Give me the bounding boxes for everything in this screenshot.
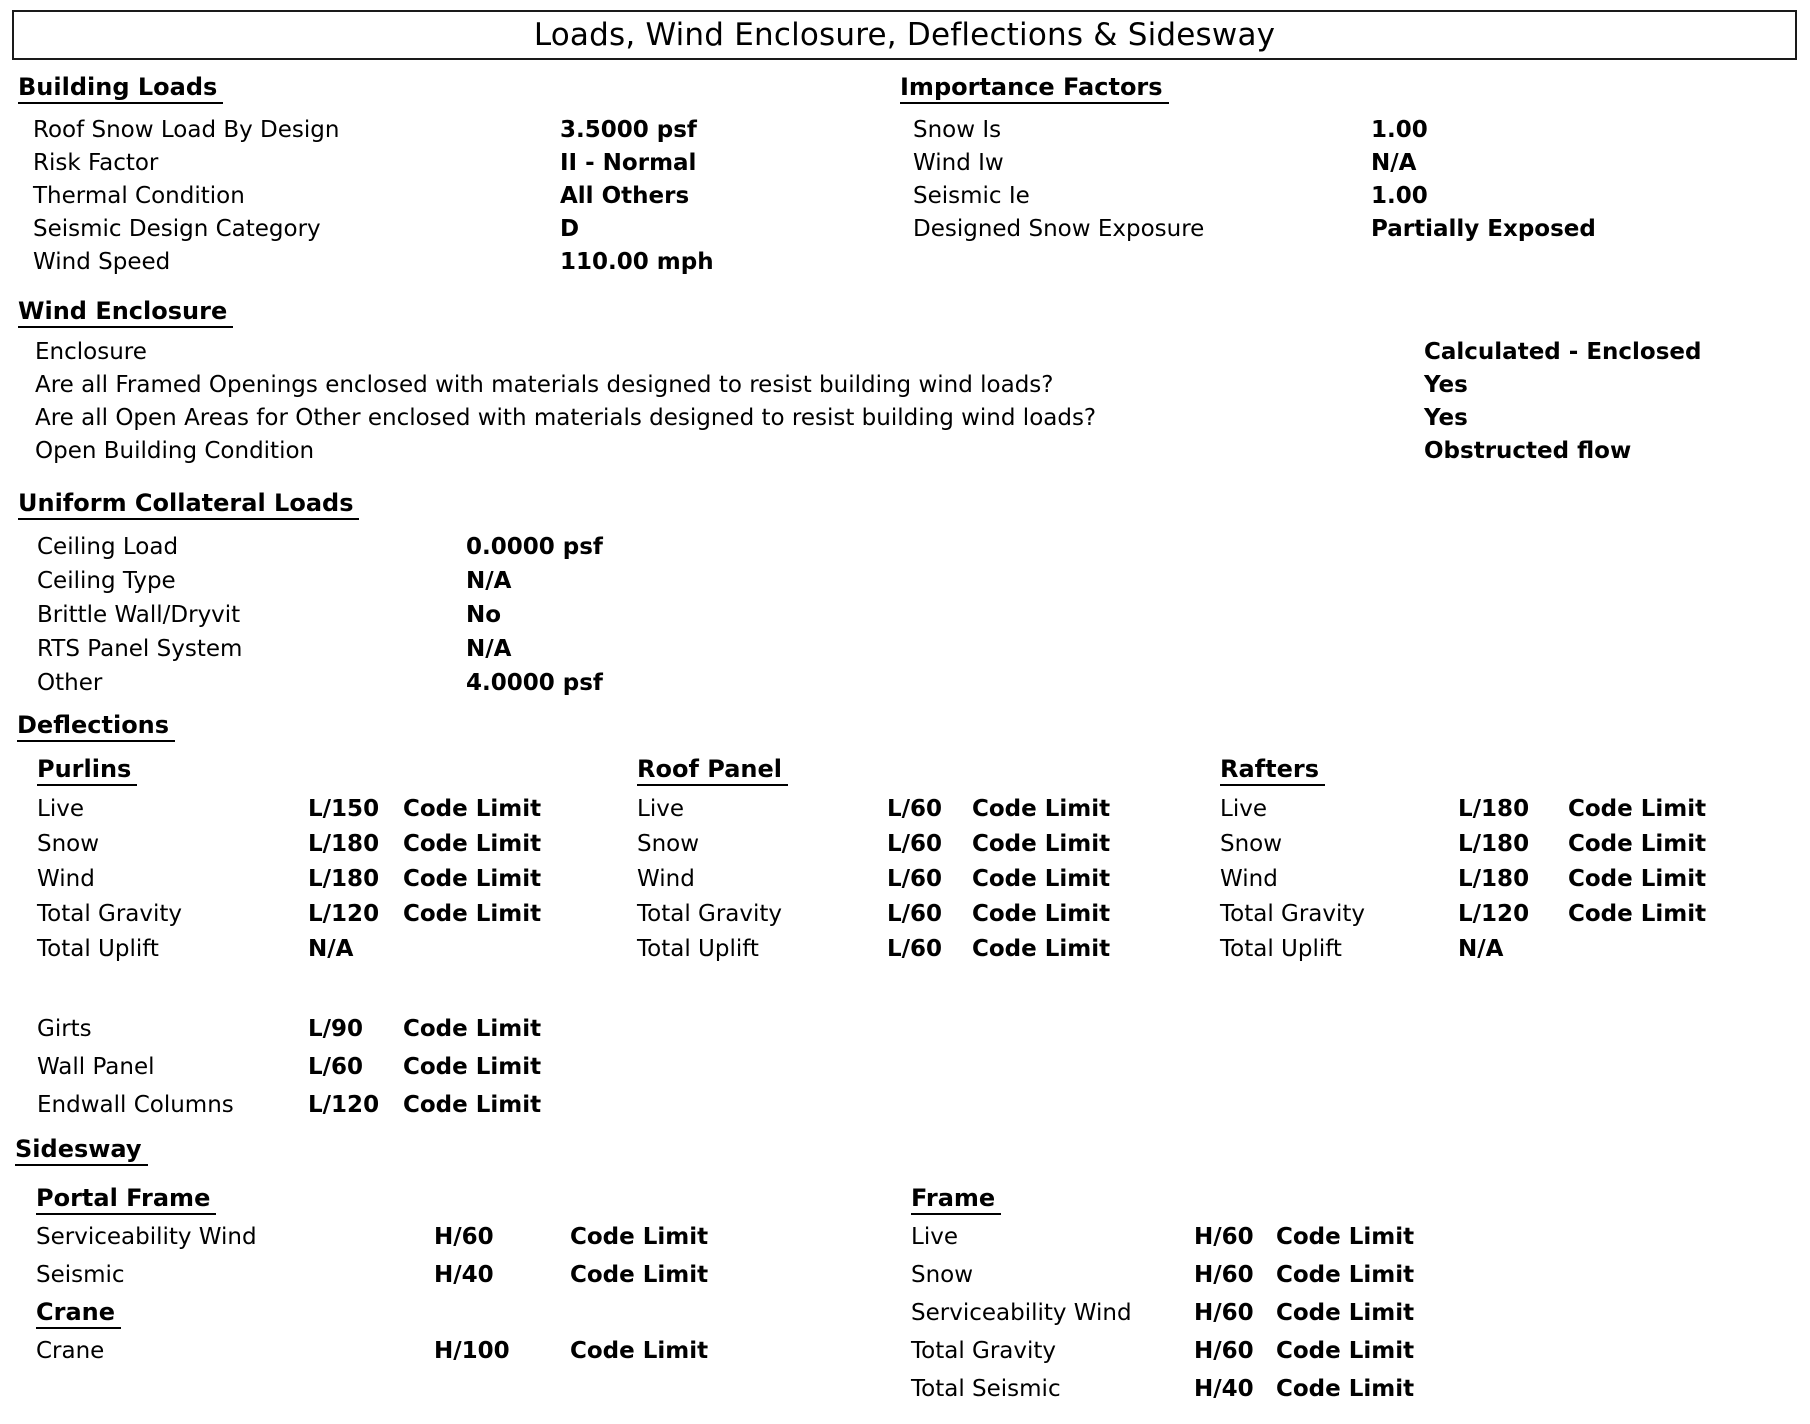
wind-enclosure-row [18, 435, 1701, 468]
row-label: Total Uplift [1220, 936, 1342, 962]
row-label: Total Uplift [37, 936, 159, 962]
row-note: Code Limit [1276, 1376, 1415, 1402]
row-label: Roof Snow Load By Design [33, 117, 340, 143]
row-value: D [560, 216, 580, 242]
row-label: Designed Snow Exposure [913, 216, 1205, 242]
row-value: L/60 [887, 901, 943, 927]
row-label: Live [637, 796, 684, 822]
wall-deflection-row [37, 1086, 541, 1124]
row-value: 1.00 [1371, 183, 1428, 209]
deflections-roof-panel [637, 756, 1220, 967]
row-note: Code Limit [403, 831, 542, 857]
row-value: All Others [560, 183, 690, 209]
row-label: Wind [37, 866, 95, 892]
row-label: Are all Framed Openings enclosed with materials designed to resist building wind loads? [35, 372, 1054, 398]
row-label: Snow Is [913, 117, 1002, 143]
section-wall-deflections [37, 1010, 541, 1124]
row-value: 0.0000 psf [466, 534, 603, 560]
row-value: H/60 [1194, 1262, 1254, 1288]
rafters-row [1220, 827, 1706, 862]
row-label: Snow [1220, 831, 1283, 857]
deflections-heading: Deflections [17, 712, 175, 742]
row-label: Thermal Condition [33, 183, 245, 209]
row-label: Wind [637, 866, 695, 892]
row-label: Total Gravity [37, 901, 183, 927]
rafters-row [1220, 897, 1706, 932]
roof-panel-row [637, 792, 1220, 827]
row-value: L/120 [308, 901, 380, 927]
row-note: Code Limit [1276, 1338, 1415, 1364]
portal-frame-row [36, 1256, 911, 1294]
frame-heading-row [911, 1180, 1414, 1218]
row-label: Snow [911, 1262, 974, 1288]
section-importance-factors [900, 74, 1596, 246]
row-label: Brittle Wall/Dryvit [37, 602, 241, 628]
frame-row [911, 1256, 1414, 1294]
row-value: L/180 [1458, 831, 1530, 857]
row-value: Yes [1424, 372, 1468, 398]
section-uniform-collateral-loads [18, 490, 603, 700]
row-label: Open Building Condition [35, 438, 315, 464]
sidesway-frame-column [911, 1180, 1414, 1408]
row-label: Live [1220, 796, 1267, 822]
row-note: Code Limit [1276, 1224, 1415, 1250]
portal-frame-row [36, 1218, 911, 1256]
row-value: L/180 [1458, 866, 1530, 892]
page-title: Loads, Wind Enclosure, Deflections & Sidesway [533, 17, 1276, 53]
portal-frame-heading: Portal Frame [36, 1185, 216, 1215]
row-value: II - Normal [560, 150, 697, 176]
building-loads-row [18, 246, 714, 279]
importance-factors-row [900, 147, 1596, 180]
section-deflections [17, 712, 1706, 967]
row-value: Calculated - Enclosed [1424, 339, 1702, 365]
row-label: Endwall Columns [37, 1092, 234, 1118]
row-value: L/120 [1458, 901, 1530, 927]
row-value: 3.5000 psf [560, 117, 697, 143]
uniform-collateral-rows [18, 530, 603, 700]
row-value: L/60 [887, 936, 943, 962]
frame-row [911, 1370, 1414, 1408]
frame-row [911, 1294, 1414, 1332]
row-label: Total Uplift [637, 936, 759, 962]
frame-row [911, 1332, 1414, 1370]
row-label: Seismic Ie [913, 183, 1030, 209]
row-note: Code Limit [972, 796, 1111, 822]
uniform-collateral-row [18, 598, 603, 632]
row-label: Wind [1220, 866, 1278, 892]
building-loads-row [18, 114, 714, 147]
row-label: Snow [637, 831, 700, 857]
sidesway-heading: Sidesway [15, 1136, 148, 1166]
row-value: N/A [1371, 150, 1417, 176]
row-label: Total Seismic [911, 1376, 1061, 1402]
wall-deflection-row [37, 1048, 541, 1086]
row-value: Partially Exposed [1371, 216, 1596, 242]
sidesway-columns [15, 1180, 1414, 1408]
row-value: L/180 [1458, 796, 1530, 822]
row-label: Live [37, 796, 84, 822]
row-note: Code Limit [972, 936, 1111, 962]
purlins-row [37, 897, 637, 932]
purlins-row [37, 862, 637, 897]
purlins-row [37, 827, 637, 862]
purlins-heading: Purlins [37, 756, 137, 786]
row-label: Wind Speed [33, 249, 171, 275]
row-note: Code Limit [1276, 1262, 1415, 1288]
row-note: Code Limit [1568, 866, 1707, 892]
row-value: 110.00 mph [560, 249, 714, 275]
row-value: H/60 [434, 1224, 494, 1250]
frame-row [911, 1218, 1414, 1256]
row-label: Snow [37, 831, 100, 857]
row-value: L/60 [887, 831, 943, 857]
row-note: Code Limit [403, 1092, 542, 1118]
rafters-row [1220, 932, 1706, 967]
row-value: L/60 [887, 796, 943, 822]
importance-factors-rows [900, 114, 1596, 246]
building-loads-row [18, 180, 714, 213]
row-value: N/A [466, 568, 512, 594]
uniform-collateral-row [18, 632, 603, 666]
section-sidesway [15, 1136, 1414, 1408]
purlins-row [37, 932, 637, 967]
row-note: Code Limit [570, 1224, 709, 1250]
row-note: Code Limit [403, 866, 542, 892]
row-value: 1.00 [1371, 117, 1428, 143]
report-title-box [12, 10, 1797, 60]
row-label: Total Gravity [1220, 901, 1366, 927]
rafters-row [1220, 862, 1706, 897]
uniform-collateral-row [18, 564, 603, 598]
roof-panel-row [637, 932, 1220, 967]
roof-panel-heading: Roof Panel [637, 756, 788, 786]
section-wind-enclosure [18, 298, 1701, 468]
wind-enclosure-rows [18, 336, 1701, 468]
row-label: Crane [36, 1338, 105, 1364]
row-note [1568, 932, 1706, 967]
row-label: Enclosure [35, 339, 147, 365]
importance-factors-row [900, 213, 1596, 246]
wind-enclosure-row [18, 336, 1701, 369]
row-value: L/120 [308, 1092, 380, 1118]
crane-row [36, 1332, 911, 1370]
row-note: Code Limit [403, 901, 542, 927]
row-value: N/A [1458, 936, 1504, 962]
sidesway-left-column [36, 1180, 911, 1408]
wind-enclosure-row [18, 369, 1701, 402]
row-note: Code Limit [1276, 1300, 1415, 1326]
row-label: Seismic Design Category [33, 216, 321, 242]
uniform-collateral-row [18, 666, 603, 700]
uniform-collateral-loads-heading: Uniform Collateral Loads [18, 490, 359, 520]
importance-factors-row [900, 180, 1596, 213]
rafters-row [1220, 792, 1706, 827]
row-label: Serviceability Wind [36, 1224, 257, 1250]
row-value: H/60 [1194, 1338, 1254, 1364]
row-value: H/60 [1194, 1224, 1254, 1250]
row-value: N/A [466, 636, 512, 662]
building-loads-heading: Building Loads [18, 74, 223, 104]
crane-heading-row [36, 1294, 911, 1332]
deflections-purlins [37, 756, 637, 967]
building-loads-row [18, 213, 714, 246]
row-label: Wind Iw [913, 150, 1004, 176]
row-value: N/A [308, 936, 354, 962]
row-note [403, 932, 637, 967]
row-value: L/180 [308, 831, 380, 857]
row-value: H/60 [1194, 1300, 1254, 1326]
row-label: Ceiling Type [37, 568, 176, 594]
row-label: Total Gravity [911, 1338, 1057, 1364]
row-label: Total Gravity [637, 901, 783, 927]
row-value: L/150 [308, 796, 380, 822]
importance-factors-row [900, 114, 1596, 147]
importance-factors-heading: Importance Factors [900, 74, 1169, 104]
rafters-heading: Rafters [1220, 756, 1325, 786]
frame-heading: Frame [911, 1185, 1001, 1215]
row-label: Live [911, 1224, 958, 1250]
section-building-loads [18, 74, 714, 279]
row-label: Seismic [36, 1262, 125, 1288]
row-label: Serviceability Wind [911, 1300, 1132, 1326]
row-note: Code Limit [570, 1338, 709, 1364]
crane-heading: Crane [36, 1299, 121, 1329]
row-note: Code Limit [570, 1262, 709, 1288]
building-loads-row [18, 147, 714, 180]
row-value: H/40 [434, 1262, 494, 1288]
row-label: Wall Panel [37, 1054, 155, 1080]
row-label: Are all Open Areas for Other enclosed with materials designed to resist building wind loads? [35, 405, 1097, 431]
row-value: Obstructed flow [1424, 438, 1632, 464]
portal-frame-heading-row [36, 1180, 911, 1218]
row-label: Girts [37, 1016, 92, 1042]
wind-enclosure-row [18, 402, 1701, 435]
roof-panel-row [637, 897, 1220, 932]
row-value: H/100 [434, 1338, 510, 1364]
row-value: No [466, 602, 502, 628]
deflections-groups [17, 756, 1706, 967]
row-note: Code Limit [972, 831, 1111, 857]
uniform-collateral-row [18, 530, 603, 564]
wind-enclosure-heading: Wind Enclosure [18, 298, 233, 328]
row-value: L/60 [887, 866, 943, 892]
deflections-rafters [1220, 756, 1706, 967]
row-label: Risk Factor [33, 150, 159, 176]
row-value: 4.0000 psf [466, 670, 603, 696]
row-note: Code Limit [1568, 831, 1707, 857]
roof-panel-row [637, 827, 1220, 862]
row-value: H/40 [1194, 1376, 1254, 1402]
row-note: Code Limit [1568, 796, 1707, 822]
row-note: Code Limit [403, 1054, 542, 1080]
row-value: Yes [1424, 405, 1468, 431]
row-label: RTS Panel System [37, 636, 243, 662]
row-label: Other [37, 670, 103, 696]
row-note: Code Limit [403, 1016, 542, 1042]
row-value: L/90 [308, 1016, 364, 1042]
row-label: Ceiling Load [37, 534, 179, 560]
row-note: Code Limit [972, 866, 1111, 892]
row-note: Code Limit [403, 796, 542, 822]
roof-panel-row [637, 862, 1220, 897]
purlins-row [37, 792, 637, 827]
row-value: L/60 [308, 1054, 364, 1080]
wall-deflection-row [37, 1010, 541, 1048]
row-value: L/180 [308, 866, 380, 892]
row-note: Code Limit [1568, 901, 1707, 927]
building-loads-rows [18, 114, 714, 279]
row-note: Code Limit [972, 901, 1111, 927]
